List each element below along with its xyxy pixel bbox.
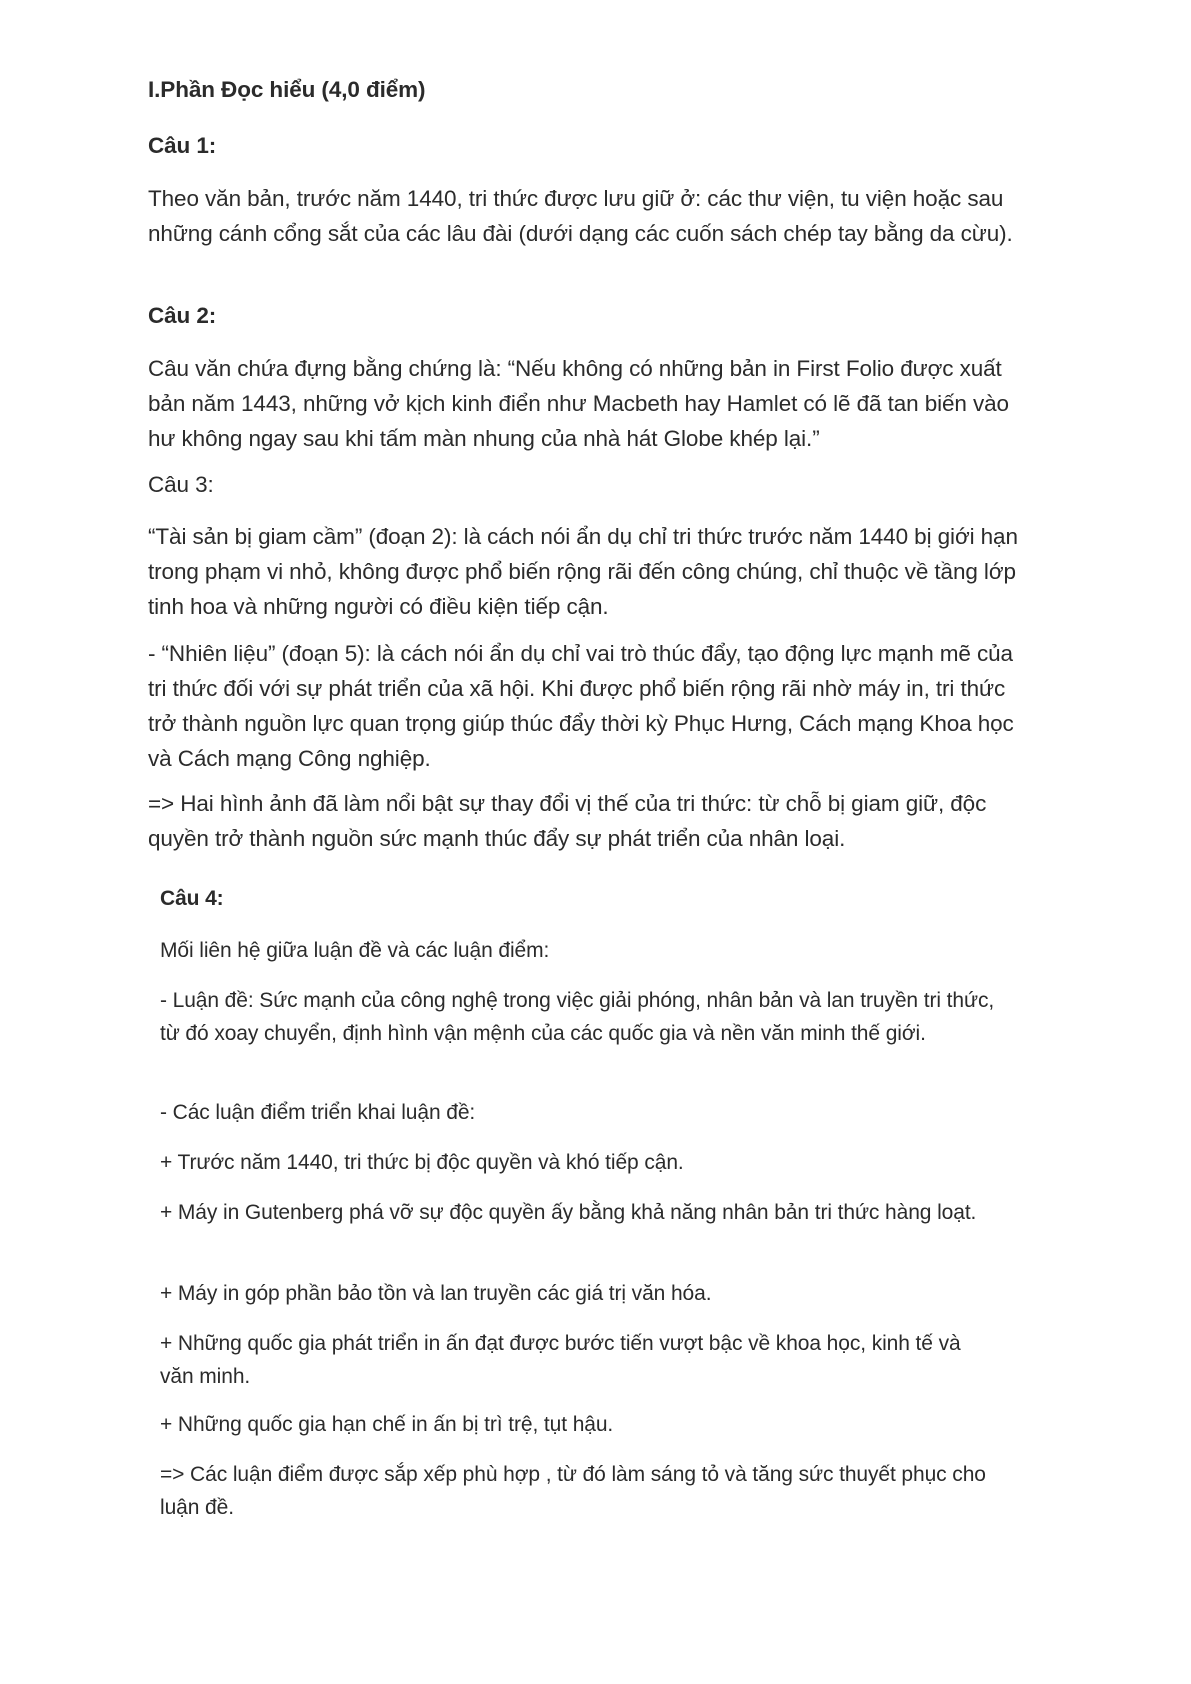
question-4-points-intro: - Các luận điểm triển khai luận đề:	[160, 1101, 476, 1124]
question-4-point-5: + Những quốc gia hạn chế in ấn bị trì trệ, tụt hậu.	[160, 1413, 614, 1436]
question-4-point-4: + Những quốc gia phát triển in ấn đạt được bước tiến vượt bậc về khoa học, kinh tế và văn minh.	[160, 1332, 961, 1388]
question-1-answer: Theo văn bản, trước năm 1440, tri thức được lưu giữ ở: các thư viện, tu viện hoặc sau những cánh cổng sắt của các lâu đài (dưới dạng các cuốn sách chép tay bằng da cừu).	[148, 186, 1013, 246]
question-3-paragraph-1: “Tài sản bị giam cầm” (đoạn 2): là cách nói ẩn dụ chỉ tri thức trước năm 1440 bị giới hạn trong phạm vi nhỏ, không được phổ biến rộng rãi đến công chúng, chỉ thuộc về tầng lớp tinh hoa và những người có điều kiện tiếp cận.	[148, 524, 1018, 619]
question-4-intro: Mối liên hệ giữa luận đề và các luận điểm:	[160, 939, 550, 962]
question-2-heading: Câu 2:	[148, 303, 217, 328]
question-4-point-2: + Máy in Gutenberg phá vỡ sự độc quyền ấy bằng khả năng nhân bản tri thức hàng loạt.	[160, 1201, 977, 1224]
question-4-thesis: - Luận đề: Sức mạnh của công nghệ trong việc giải phóng, nhân bản và lan truyền tri thức, từ đó xoay chuyển, định hình vận mệnh của các quốc gia và nền văn minh thế giới.	[160, 989, 995, 1045]
question-3-heading: Câu 3:	[148, 472, 214, 497]
question-3-conclusion: => Hai hình ảnh đã làm nổi bật sự thay đổi vị thế của tri thức: từ chỗ bị giam giữ, độc quyền trở thành nguồn sức mạnh thúc đẩy sự phát triển của nhân loại.	[148, 791, 987, 851]
question-2-answer: Câu văn chứa đựng bằng chứng là: “Nếu không có những bản in First Folio được xuất bản năm 1443, những vở kịch kinh điển như Macbeth hay Hamlet có lẽ đã tan biến vào hư không ngay sau khi tấm màn nhung của nhà hát Globe khép lại.”	[148, 356, 1009, 451]
section-title: I.Phần Đọc hiểu (4,0 điểm)	[148, 77, 426, 102]
question-4-conclusion: => Các luận điểm được sắp xếp phù hợp , từ đó làm sáng tỏ và tăng sức thuyết phục cho luận đề.	[160, 1463, 986, 1519]
question-4-point-3: + Máy in góp phần bảo tồn và lan truyền các giá trị văn hóa.	[160, 1282, 712, 1305]
question-4-heading: Câu 4:	[160, 887, 224, 910]
question-1-heading: Câu 1:	[148, 133, 217, 158]
question-4-point-1: + Trước năm 1440, tri thức bị độc quyền và khó tiếp cận.	[160, 1151, 684, 1174]
question-3-paragraph-2: - “Nhiên liệu” (đoạn 5): là cách nói ẩn dụ chỉ vai trò thúc đẩy, tạo động lực mạnh mẽ của tri thức đối với sự phát triển của xã hội. Khi được phổ biến rộng rãi nhờ máy in, tri thức trở thành nguồn lực quan trọng giúp thúc đẩy thời kỳ Phục Hưng, Cách mạng Khoa học và Cách mạng Công nghiệp.	[148, 641, 1014, 771]
